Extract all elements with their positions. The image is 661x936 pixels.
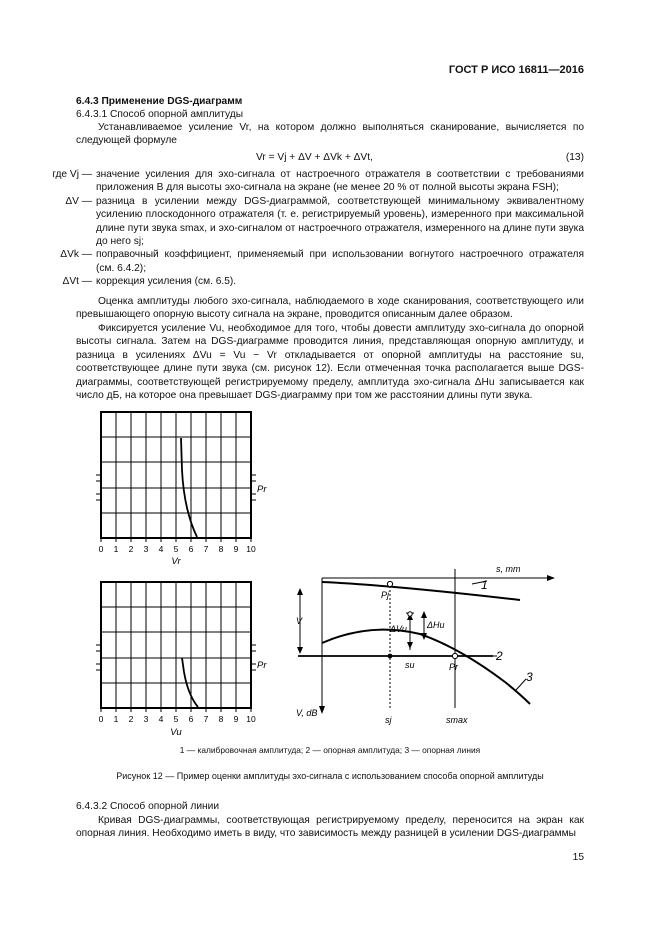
paragraph-2: Оценка амплитуды любого эхо-сигнала, наблюдаемого в ходе сканирования, соответствующего или превышающего опорную высоту сигнала на экране, проводится описанным далее образом. [76,296,584,321]
tick-label: 9 [233,544,239,554]
s-axis-label: s, mm [496,564,521,574]
tick-label: 4 [158,544,164,554]
definition-item [40,168,584,195]
tick-label: 6 [188,544,194,554]
sj-label: sj [385,715,392,725]
tick-label: 2 [128,714,134,724]
pr-label: Pr [449,662,458,672]
smax-label: smax [446,715,468,725]
curve-1-label: 1 [481,578,488,592]
tick-label: 3 [143,544,149,554]
section-title: 6.4.3 Применение DGS-диаграмм [76,96,243,107]
curve-3-label: 3 [526,670,533,684]
su-label: su [405,660,415,670]
subsection-title-2: 6.4.3.2 Способ опорной линии [76,801,220,812]
tick-label: 9 [233,714,239,724]
formula-13: Vr = Vj + ΔV + ΔVk + ΔVt, [256,152,373,163]
tick-label: 0 [98,544,104,554]
tick-label: 5 [173,544,179,554]
definition-item [40,275,584,288]
tick-label: 8 [218,714,224,724]
tick-label: 1 [113,714,119,724]
tick-label: 10 [246,544,256,554]
tick-label: 6 [188,714,194,724]
tick-label: 7 [203,544,209,554]
definition-item [40,248,584,275]
definition-term: где Vj — [52,169,92,180]
definition-term: ΔV — [65,195,92,207]
delta-vu-label: ΔVu [390,624,407,634]
tick-label: 3 [143,714,149,724]
definitions-list [40,168,584,289]
tick-label: 0 [98,714,104,724]
dgs-diagram [297,569,555,714]
paragraph-3: Фиксируется усиление Vu, необходимое для того, чтобы довести амплитуду эхо-сигнала до опорной высоты сигнала. Затем на DGS-диаграмме проводится линия, представляющая опорную амплитуду, и разница в усилениях ΔVu = Vu − Vr откладывается от опорной амплитуды на расстояние su, соответствующее длине пути звука (см. рисунок 12). Если отмеченная точка располагается выше DGS-диаграммы, соответствующей регистрируемому пределу, амплитуда эхо-сигнала ΔHu записывается как число дБ, на которое она превышает DGS-диаграмму при том же расстоянии длины пути звука. [76,323,584,402]
definition-text: значение усиления для эхо-сигнала от настроечного отражателя в соответствии с требованиями приложения В для высоты эхо-сигнала на экране (не менее 20 % от полной высоты экрана FSH); [96,169,584,194]
screen-display-1 [96,412,267,567]
figure-caption: Рисунок 12 — Пример оценки амплитуды эхо-сигнала с использованием способа опорной амплитуды [116,771,544,781]
pj-label: Pj [381,590,390,600]
figure-legend: 1 — калибровочная амплитуда; 2 — опорная амплитуда; 3 — опорная линия [179,745,481,755]
screen-display-2 [96,582,267,738]
tick-label: 8 [218,544,224,554]
screen1-side-label: Pr [257,484,267,495]
v-distance-label: V [296,616,303,626]
reference-line-curve [322,630,530,704]
document-header: ГОСТ Р ИСО 16811—2016 [448,64,584,76]
definition-term: ΔVt — [62,276,92,288]
tick-label: 10 [246,714,256,724]
figure-12 [60,400,605,745]
tick-label: 5 [173,714,179,724]
calibration-amplitude-curve [322,582,520,600]
curve-2-label: 2 [496,649,503,663]
definition-term: ΔVk — [60,249,92,261]
paragraph-4: Кривая DGS-диаграммы, соответствующая регистрируемому пределу, переносится на экран как опорная линия. Необходимо иметь в виду, что зависимость между разницей в усилении DGS-диаграммы [76,815,584,840]
tick-label: 1 [113,544,119,554]
tick-label: 4 [158,714,164,724]
definition-text: поправочный коэффициент, применяемый при использовании вогнутого настроечного отражателя (см. 6.4.2); [96,249,584,274]
tick-label: 7 [203,714,209,724]
page-number: 15 [572,852,584,863]
v-axis-label: V, dB [296,708,318,718]
definition-item [40,195,584,249]
tick-label: 2 [128,544,134,554]
formula-number: (13) [565,152,584,163]
definition-text: коррекция усиления (см. 6.5). [96,276,237,288]
screen2-axis-label: Vu [170,727,182,738]
definition-text: разница в усилении между DGS-диаграммой, соответствующей минимальному эквивалентному усилению плоскодонного отражателя (т. е. регистрируемый уровень), измеренного при максимальной длине пути звука smax, и эхо-сигналом от настроечного отражателя, измеренного на длине пути звука до него sj; [96,195,584,248]
screen1-axis-label: Vr [171,556,181,567]
subsection-title-1: 6.4.3.1 Способ опорной амплитуды [76,109,244,120]
screen2-side-label: Pr [257,660,267,671]
paragraph-1: Устанавливаемое усиление Vr, на котором должно выполняться сканирование, вычисляется по следующей формуле [76,122,584,147]
delta-hu-label: ΔHu [427,620,445,630]
